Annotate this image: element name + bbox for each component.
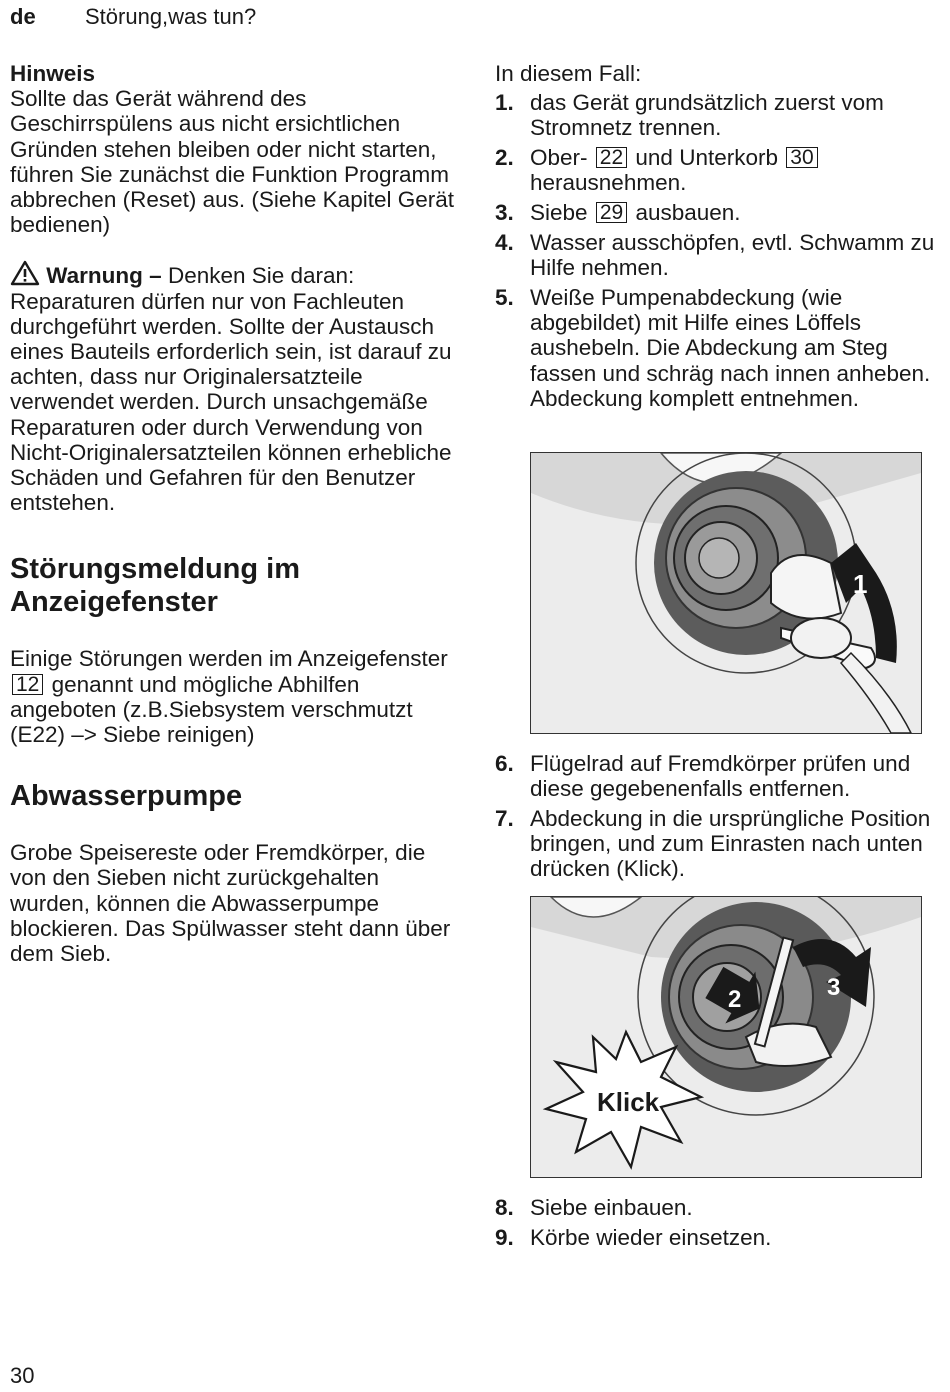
section-title-abwasserpumpe: Abwasserpumpe [10, 780, 243, 813]
list-item: 7. Abdeckung in die ursprüngliche Position bringen, und zum Einrasten nach unten drücken (Klick). [495, 806, 931, 882]
page-number: 30 [10, 1363, 35, 1388]
right-column [495, 61, 935, 416]
steps-list-c [495, 1195, 935, 1250]
stoerungsmeldung-text-a: Einige Störungen werden im Anzeigefenster [10, 646, 448, 672]
step-label-2: 2 [728, 986, 742, 1013]
steps-list-b [495, 751, 935, 882]
step-label-3: 3 [827, 974, 841, 1001]
list-item: 1. das Gerät grundsätzlich zuerst vom Stromnetz trennen. [495, 90, 884, 141]
list-item: 8. Siebe einbauen. [495, 1195, 693, 1220]
reference-box: 30 [786, 147, 817, 168]
pump-cover-removal-figure [530, 452, 922, 734]
list-item: 2. Ober- 22 und Unterkorb 30 herausnehmen. [495, 145, 935, 195]
left-column [10, 61, 455, 966]
list-item: 9. Körbe wieder einsetzen. [495, 1224, 772, 1250]
list-item: 5. Weiße Pumpenabdeckung (wie abgebildet) mit Hilfe eines Löffels aushebeln. Die Abdeckung am Steg fassen und schräg nach innen anheben. Abdeckung komplett entnehmen. [495, 285, 931, 411]
hinweis-heading: Hinweis [10, 61, 96, 86]
section-title-stoerungsmeldung: Störungsmeldung im Anzeigefenster [10, 553, 300, 619]
warning-label: Warnung – [46, 263, 162, 289]
warning-icon [10, 260, 40, 286]
list-item: 3. Siebe 29 ausbauen. [495, 200, 741, 226]
warning-paragraph [10, 260, 455, 515]
list-item: 4. Wasser ausschöpfen, evtl. Schwamm zu Hilfe nehmen. [495, 230, 935, 281]
steps-section-c [495, 1195, 935, 1255]
intro-text: In diesem Fall: [495, 61, 642, 86]
hinweis-text: Sollte das Gerät während des Geschirrspülens aus nicht ersichtlichen Gründen stehen bleiben oder nicht starten, führen Sie zunächst die Funktion Programm abbrechen (Reset) aus. (Siehe Kapitel Gerät bedienen) [10, 86, 454, 238]
steps-section-b [495, 751, 935, 886]
reference-box: 29 [596, 202, 627, 223]
warning-text: Denken Sie daran: Reparaturen dürfen nur von Fachleuten durchgeführt werden. Sollte der Austausch eines Bauteils erforderlich sein, ist darauf zu achten, dass nur Originalersatzteile verwendet werden. Durch unsachgemäße Reparaturen oder durch Verwendung von Nicht-Originalersatzteilen können erhebliche Schäden und Gefahren für den Benutzer entstehen. [10, 263, 452, 516]
stoerungsmeldung-text-b: genannt und mögliche Abhilfen angeboten (z.B.Siebsystem verschmutzt (E22) –> Siebe reinigen) [10, 671, 413, 748]
stoerungsmeldung-text [10, 646, 455, 747]
abwasserpumpe-text: Grobe Speisereste oder Fremdkörper, die von den Sieben nicht zurückgehalten wurden, können die Abwasserpumpe blockieren. Das Spülwasser steht dann über dem Sieb. [10, 840, 451, 967]
klick-label: Klick [597, 1087, 660, 1117]
page-header-title: Störung,was tun? [85, 4, 257, 29]
steps-list-a [495, 90, 935, 411]
reference-box: 12 [12, 674, 43, 695]
list-item: 6. Flügelrad auf Fremdkörper prüfen und diese gegebenenfalls entfernen. [495, 751, 911, 802]
step-label-1: 1 [853, 569, 868, 599]
pump-cover-install-figure [530, 896, 922, 1178]
reference-box: 22 [596, 147, 627, 168]
language-code: de [10, 4, 36, 29]
